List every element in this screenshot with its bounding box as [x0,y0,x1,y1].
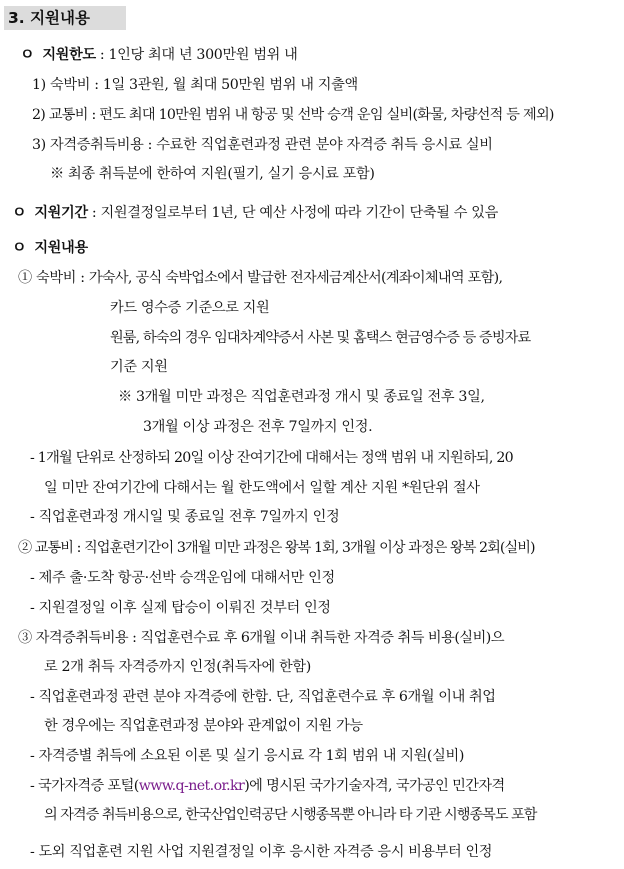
lodging-line-4: 기준 지원 [110,359,168,375]
cert-title-1: ③ 자격증취득비용 : 직업훈련수료 후 6개월 이내 취득한 자격증 취득 비용(실비)으 [18,630,505,646]
limit-item-1: 1) 숙박비 : 1일 3관원, 월 최대 50만원 범위 내 지출액 [32,77,358,93]
lodging-line-1: 가숙사, 공식 숙박업소에서 발급한 전자세금계산서(계좌이체내역 포함), [88,270,503,286]
period-row [12,202,498,223]
period-text: : 지원결정일로부터 1년, 단 예산 사정에 따라 기간이 단축될 수 있음 [87,205,498,221]
lodging-line-2: 카드 영수증 기준으로 지원 [110,300,270,316]
transport-dash-1: - 제주 출·도착 항공·선박 승객운임에 대해서만 인정 [30,570,335,586]
lodging-dash-2: - 직업훈련과정 개시일 및 종료일 전후 7일까지 인정 [30,509,340,525]
limit-bullet: ㅇ [20,45,35,63]
lodging-dash-1b: 일 미만 잔여기간에 다해서는 월 한도액에서 일할 계산 지원 *원단위 절사 [44,480,480,496]
content-label: 지원내용 [34,240,88,256]
content-row [12,237,88,258]
period-bullet: ㅇ [12,203,27,221]
cert-dash-3b: 의 자격증 취득비용으로, 한국산업인력공단 시행종목뿐 아니라 타 기관 시행종목도 포함 [44,807,537,823]
cert-dash-1b: 한 경우에는 직업훈련과정 분야와 관계없이 지원 가능 [44,718,363,734]
content-bullet: ㅇ [12,238,27,256]
lodging-dash-1a: - 1개월 단위로 산정하되 20일 이상 잔여기간에 대해서는 정액 범위 내 지원하되, 20 [30,450,513,466]
cert-dash-3a [30,776,505,796]
lodging-row-1 [18,268,502,288]
section-heading: 3. 지원내용 [4,6,126,30]
q-net-link[interactable]: www.q-net.or.kr [138,778,245,794]
limit-label: 지원한도 [42,47,96,63]
transport-dash-2: - 지원결정일 이후 실제 탑승이 이뤄진 것부터 인정 [30,600,331,616]
limit-item-3: 3) 자격증취득비용 : 수료한 직업훈련과정 관련 분야 자격증 취득 응시료 실비 [32,137,493,153]
transport-title: ② 교통비 : 직업훈련기간이 3개월 미만 과정은 왕복 1회, 3개월 이상 과정은 왕복 2회(실비) [18,540,535,556]
lodging-note-1: ※ 3개월 미만 과정은 직업훈련과정 개시 및 종료일 전후 3일, [118,389,485,405]
limit-item-2: 2) 교통비 : 편도 최대 10만원 범위 내 항공 및 선박 승객 운임 실비(화물, 차량선적 등 제외) [32,107,554,123]
limit-text: : 1인당 최대 년 300만원 범위 내 [95,47,298,63]
limit-note: ※ 최종 취득분에 한하여 지원(필기, 실기 응시료 포함) [50,166,375,182]
period-label: 지원기간 [34,205,88,221]
limit-row [20,44,298,65]
cert-title-2: 로 2개 취득 자격증까지 인정(취득자에 한함) [44,659,311,675]
lodging-title: ① 숙박비 : [18,270,89,286]
cert-dash-4: - 도외 직업훈련 지원 사업 지원결정일 이후 응시한 자격증 응시 비용부터 인정 [30,844,493,860]
cert-dash-3-post: )에 명시된 국가기술자격, 국가공인 민간자격 [244,778,505,794]
lodging-line-3: 원룸, 하숙의 경우 임대차계약증서 사본 및 홈택스 현금영수증 등 증빙자료 [110,330,531,346]
cert-dash-3-pre: - 국가자격증 포털( [30,778,139,794]
lodging-note-2: 3개월 이상 과정은 전후 7일까지 인정. [143,419,373,435]
cert-dash-1a: - 직업훈련과정 관련 분야 자격증에 한함. 단, 직업훈련수료 후 6개월 이내 취업 [30,689,496,705]
cert-dash-2: - 자격증별 취득에 소요된 이론 및 실기 응시료 각 1회 범위 내 지원(실비) [30,748,464,764]
